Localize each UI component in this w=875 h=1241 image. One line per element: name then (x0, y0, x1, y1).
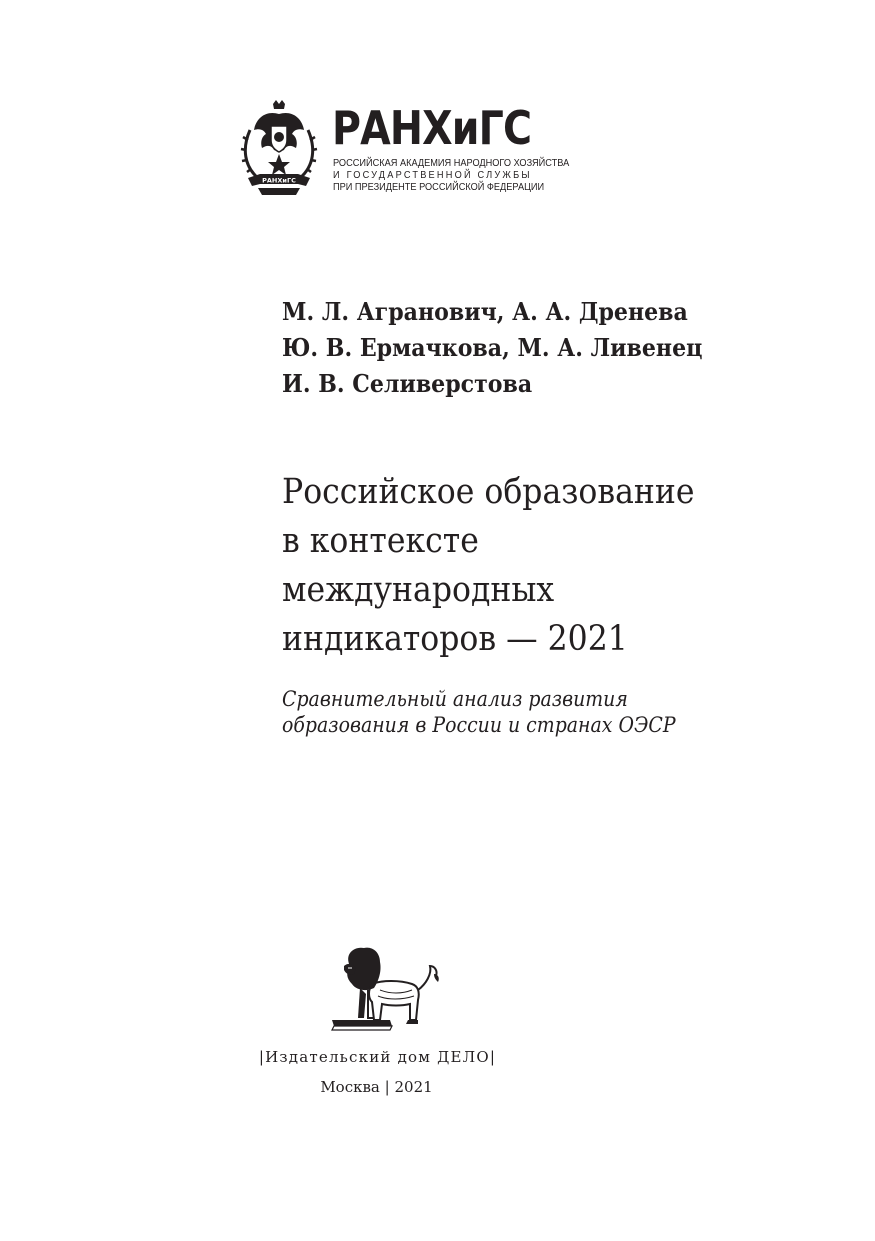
publisher-bar-right: | (489, 1048, 497, 1066)
publication-city: Москва (320, 1078, 380, 1096)
publisher-name (0, 1047, 875, 1067)
author-line: И. В. Селиверстова (282, 369, 533, 398)
book-subtitle (282, 686, 676, 738)
publication-year: 2021 (394, 1078, 433, 1096)
author-line: М. Л. Агранович, А. А. Дренева (282, 297, 688, 326)
publisher-lion-icon (330, 944, 445, 1034)
ranepa-full-name-line: РОССИЙСКАЯ АКАДЕМИЯ НАРОДНОГО ХОЗЯЙСТВА (333, 158, 570, 169)
subtitle-line: Сравнительный анализ развития (282, 687, 628, 711)
publisher-bar-left: | (258, 1048, 266, 1066)
ranepa-emblem-icon (240, 100, 318, 196)
ranepa-full-name-line: ПРИ ПРЕЗИДЕНТЕ РОССИЙСКОЙ ФЕДЕРАЦИИ (333, 182, 545, 193)
emblem-ribbon-text: РАНХиГС (262, 176, 296, 185)
publication-place-year (0, 1077, 875, 1097)
ranepa-wordmark: РАНХиГС (332, 101, 532, 155)
title-line: Российское образование (282, 472, 695, 512)
subtitle-line: образования в России и странах ОЭСР (282, 713, 676, 737)
publication-separator: | (384, 1078, 390, 1096)
publisher-name-text: Издательский дом ДЕЛО (265, 1048, 490, 1066)
title-line: индикаторов — 2021 (282, 619, 628, 659)
authors (282, 294, 702, 402)
author-line: Ю. В. Ермачкова, М. А. Ливенец (282, 333, 703, 362)
ranepa-full-name-line: И ГОСУДАРСТВЕННОЙ СЛУЖБЫ (333, 170, 532, 181)
title-line: международных (282, 570, 555, 610)
ranepa-logo (240, 100, 570, 200)
book-title (282, 468, 695, 664)
title-line: в контексте (282, 521, 479, 561)
ranepa-full-name (333, 158, 569, 194)
